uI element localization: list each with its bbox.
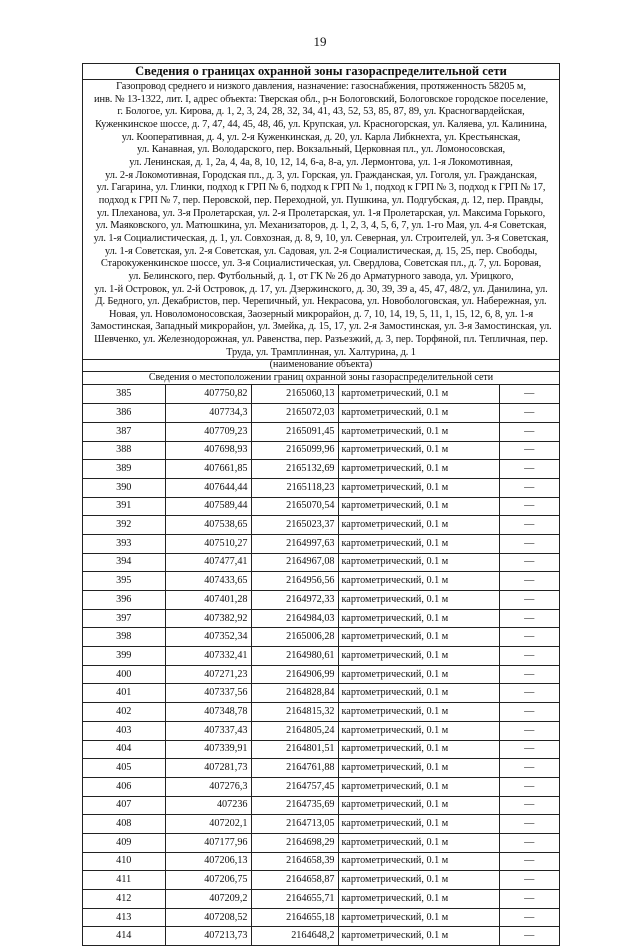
y-coordinate-cell: 2164761,88 (251, 759, 338, 778)
description-line: ул. Маяковского, ул. Матюшкина, ул. Механизаторов, д. 1, 2, 3, 4, 5, 6, 7, ул. 1-го Мая, ул. 4-я Советская, (95, 220, 547, 232)
method-cell: картометрический, 0.1 м (338, 572, 499, 591)
method-cell: картометрический, 0.1 м (338, 852, 499, 871)
dash-cell: — (499, 385, 559, 404)
point-number-cell: 390 (83, 478, 165, 497)
dash-cell: — (499, 441, 559, 460)
table-row (83, 647, 559, 666)
table-row (83, 815, 559, 834)
y-coordinate-cell: 2164967,08 (251, 553, 338, 572)
y-coordinate-cell: 2164980,61 (251, 647, 338, 666)
dash-cell: — (499, 721, 559, 740)
description-line: инв. № 13-1322, лит. I, адрес объекта: Тверская обл., р-н Бологовский, Бологовское городское поселение, (94, 93, 548, 105)
point-number-cell: 409 (83, 833, 165, 852)
table-row (83, 572, 559, 591)
table-row (83, 609, 559, 628)
y-coordinate-cell: 2164972,33 (251, 591, 338, 610)
description-line: ул. 2-я Локомотивная, Городская пл., д. 3, ул. Горская, ул. Гражданская, ул. Гоголя, ул. Гражданская, (105, 169, 537, 181)
method-cell: картометрический, 0.1 м (338, 609, 499, 628)
description-line: Новая, ул. Новоломоносовская, Заозерный микрорайон, д. 7, 10, 14, 19, 5, 11, 1, 15, 12, 6, 8, ул. 1-я (108, 308, 533, 320)
x-coordinate-cell: 407709,23 (165, 422, 251, 441)
point-number-cell: 405 (83, 759, 165, 778)
dash-cell: — (499, 628, 559, 647)
table-row (83, 927, 559, 945)
dash-cell: — (499, 572, 559, 591)
dash-cell: — (499, 553, 559, 572)
description-line: подход к ГРП № 7, пер. Перовской, пер. Переходной, ул. Пушкина, ул. Подгубская, д. 12, пер. Правды, (98, 194, 544, 206)
table-row (83, 553, 559, 572)
x-coordinate-cell: 407510,27 (165, 534, 251, 553)
description-line: г. Бологое, ул. Кирова, д. 1, 2, 3, 24, 28, 32, 34, 41, 43, 52, 53, 85, 87, 89, ул. Красногвардейская, (117, 106, 525, 118)
description-line: Д. Бедного, ул. Декабристов, пер. Черепичный, ул. Некрасова, ул. Новобологовская, ул. Набережная, ул. (95, 296, 547, 308)
method-cell: картометрический, 0.1 м (338, 759, 499, 778)
table-row (83, 665, 559, 684)
table-row (83, 628, 559, 647)
point-number-cell: 395 (83, 572, 165, 591)
y-coordinate-cell: 2164997,63 (251, 534, 338, 553)
y-coordinate-cell: 2165060,13 (251, 385, 338, 404)
method-cell: картометрический, 0.1 м (338, 460, 499, 479)
description-line: ул. 1-я Советская, ул. 2-я Советская, ул. Садовая, ул. 2-я Социалистическая, д. 15, 25, пер. Свободы, (104, 245, 538, 257)
point-number-cell: 385 (83, 385, 165, 404)
method-cell: картометрический, 0.1 м (338, 703, 499, 722)
dash-cell: — (499, 908, 559, 927)
dash-cell: — (499, 703, 559, 722)
point-number-cell: 406 (83, 777, 165, 796)
method-cell: картометрический, 0.1 м (338, 628, 499, 647)
table-row (83, 516, 559, 535)
x-coordinate-cell: 407589,44 (165, 497, 251, 516)
x-coordinate-cell: 407177,96 (165, 833, 251, 852)
method-cell: картометрический, 0.1 м (338, 684, 499, 703)
method-cell: картометрический, 0.1 м (338, 478, 499, 497)
table-row (83, 740, 559, 759)
y-coordinate-cell: 2164956,56 (251, 572, 338, 591)
point-number-cell: 387 (83, 422, 165, 441)
x-coordinate-cell: 407661,85 (165, 460, 251, 479)
description-line: Старокуженкинское шоссе, ул. 3-я Социалистическая, ул. Свердлова, Советская пл., д. 7, ул. Боровая, (100, 258, 542, 270)
point-number-cell: 397 (83, 609, 165, 628)
method-cell: картометрический, 0.1 м (338, 516, 499, 535)
point-number-cell: 389 (83, 460, 165, 479)
y-coordinate-cell: 2165132,69 (251, 460, 338, 479)
method-cell: картометрический, 0.1 м (338, 833, 499, 852)
y-coordinate-cell: 2165099,96 (251, 441, 338, 460)
table-row (83, 385, 559, 404)
y-coordinate-cell: 2164658,39 (251, 852, 338, 871)
method-cell: картометрический, 0.1 м (338, 404, 499, 423)
coordinates-table (83, 384, 559, 945)
point-number-cell: 412 (83, 890, 165, 909)
y-coordinate-cell: 2164698,29 (251, 833, 338, 852)
dash-cell: — (499, 534, 559, 553)
y-coordinate-cell: 2165006,28 (251, 628, 338, 647)
x-coordinate-cell: 407236 (165, 796, 251, 815)
x-coordinate-cell: 407208,52 (165, 908, 251, 927)
x-coordinate-cell: 407209,2 (165, 890, 251, 909)
description-line: ул. 1-я Социалистическая, д. 1, ул. Совхозная, д. 8, 9, 10, ул. Северная, ул. Строителей, ул. 3-я Советская, (93, 232, 549, 244)
dash-cell: — (499, 796, 559, 815)
x-coordinate-cell: 407271,23 (165, 665, 251, 684)
description-line: Труда, ул. Трамплинная, ул. Халтурина, д. 1 (226, 346, 416, 358)
x-coordinate-cell: 407337,56 (165, 684, 251, 703)
x-coordinate-cell: 407337,43 (165, 721, 251, 740)
table-row (83, 833, 559, 852)
dash-cell: — (499, 665, 559, 684)
table-row (83, 759, 559, 778)
x-coordinate-cell: 407332,41 (165, 647, 251, 666)
x-coordinate-cell: 407433,65 (165, 572, 251, 591)
dash-cell: — (499, 871, 559, 890)
y-coordinate-cell: 2164805,24 (251, 721, 338, 740)
y-coordinate-cell: 2164906,99 (251, 665, 338, 684)
document-table-frame (82, 63, 560, 946)
section-title: Сведения о границах охранной зоны газораспределительной сети (83, 64, 559, 80)
dash-cell: — (499, 833, 559, 852)
dash-cell: — (499, 927, 559, 945)
point-number-cell: 411 (83, 871, 165, 890)
dash-cell: — (499, 890, 559, 909)
dash-cell: — (499, 684, 559, 703)
point-number-cell: 410 (83, 852, 165, 871)
description-line: ул. Кооперативная, д. 4, ул. 2-я Куженкинская, д. 20, ул. Карла Либкнехта, ул. Крестьянская, (121, 131, 521, 143)
method-cell: картометрический, 0.1 м (338, 871, 499, 890)
method-cell: картометрический, 0.1 м (338, 441, 499, 460)
y-coordinate-cell: 2164757,45 (251, 777, 338, 796)
method-cell: картометрический, 0.1 м (338, 497, 499, 516)
point-number-cell: 408 (83, 815, 165, 834)
object-name-caption: (наименование объекта) (83, 359, 559, 371)
table-row (83, 534, 559, 553)
x-coordinate-cell: 407352,34 (165, 628, 251, 647)
method-cell: картометрический, 0.1 м (338, 647, 499, 666)
dash-cell: — (499, 740, 559, 759)
x-coordinate-cell: 407339,91 (165, 740, 251, 759)
table-row (83, 796, 559, 815)
dash-cell: — (499, 460, 559, 479)
point-number-cell: 391 (83, 497, 165, 516)
method-cell: картометрический, 0.1 м (338, 553, 499, 572)
table-row (83, 777, 559, 796)
table-row (83, 703, 559, 722)
method-cell: картометрический, 0.1 м (338, 385, 499, 404)
table-row (83, 478, 559, 497)
x-coordinate-cell: 407477,41 (165, 553, 251, 572)
dash-cell: — (499, 609, 559, 628)
x-coordinate-cell: 407276,3 (165, 777, 251, 796)
y-coordinate-cell: 2164655,18 (251, 908, 338, 927)
point-number-cell: 398 (83, 628, 165, 647)
boundary-subtitle: Сведения о местоположении границ охранной зоны газораспределительной сети (83, 371, 559, 384)
point-number-cell: 399 (83, 647, 165, 666)
description-line: Шевченко, ул. Железнодорожная, ул. Равенства, пер. Разъезжий, д. 3, пер. Торфяной, пл. Тепличная, пер. (94, 334, 548, 346)
page-number: 19 (313, 34, 327, 49)
description-line: ул. Плеханова, ул. 3-я Пролетарская, ул. 2-я Пролетарская, ул. 1-я Пролетарская, ул. Максима Горького, (96, 207, 546, 219)
dash-cell: — (499, 404, 559, 423)
object-description (83, 80, 559, 359)
method-cell: картометрический, 0.1 м (338, 908, 499, 927)
table-row (83, 908, 559, 927)
x-coordinate-cell: 407382,92 (165, 609, 251, 628)
method-cell: картометрический, 0.1 м (338, 665, 499, 684)
method-cell: картометрический, 0.1 м (338, 422, 499, 441)
dash-cell: — (499, 647, 559, 666)
dash-cell: — (499, 516, 559, 535)
description-line: Газопровод среднего и низкого давления, назначение: газоснабжения, протяженность 58205 м, (116, 81, 526, 92)
point-number-cell: 402 (83, 703, 165, 722)
x-coordinate-cell: 407734,3 (165, 404, 251, 423)
table-row (83, 852, 559, 871)
table-row (83, 890, 559, 909)
y-coordinate-cell: 2164815,32 (251, 703, 338, 722)
method-cell: картометрический, 0.1 м (338, 740, 499, 759)
table-row (83, 871, 559, 890)
y-coordinate-cell: 2164658,87 (251, 871, 338, 890)
table-row (83, 404, 559, 423)
method-cell: картометрический, 0.1 м (338, 815, 499, 834)
description-line: Замостинская, Западный микрорайон, ул. Змейка, д. 15, 17, ул. 2-я Замостинская, ул. 3-я Замостинская, ул. (90, 321, 552, 333)
y-coordinate-cell: 2164735,69 (251, 796, 338, 815)
x-coordinate-cell: 407698,93 (165, 441, 251, 460)
y-coordinate-cell: 2164655,71 (251, 890, 338, 909)
method-cell: картометрический, 0.1 м (338, 796, 499, 815)
y-coordinate-cell: 2165091,45 (251, 422, 338, 441)
point-number-cell: 388 (83, 441, 165, 460)
y-coordinate-cell: 2164828,84 (251, 684, 338, 703)
dash-cell: — (499, 591, 559, 610)
y-coordinate-cell: 2165023,37 (251, 516, 338, 535)
description-line: ул. Ленинская, д. 1, 2а, 4, 4а, 8, 10, 12, 14, 6-а, 8-а, ул. Лермонтова, ул. 1-я Локомотивная, (129, 156, 513, 168)
point-number-cell: 404 (83, 740, 165, 759)
y-coordinate-cell: 2165070,54 (251, 497, 338, 516)
x-coordinate-cell: 407213,73 (165, 927, 251, 945)
point-number-cell: 407 (83, 796, 165, 815)
point-number-cell: 386 (83, 404, 165, 423)
y-coordinate-cell: 2165118,23 (251, 478, 338, 497)
dash-cell: — (499, 815, 559, 834)
method-cell: картометрический, 0.1 м (338, 591, 499, 610)
description-line: ул. Гагарина, ул. Глинки, подход к ГРП № 6, подход к ГРП № 1, подход к ГРП № 3, подход к ГРП № 17, (96, 182, 546, 194)
table-row (83, 441, 559, 460)
x-coordinate-cell: 407348,78 (165, 703, 251, 722)
method-cell: картометрический, 0.1 м (338, 927, 499, 945)
method-cell: картометрический, 0.1 м (338, 721, 499, 740)
dash-cell: — (499, 497, 559, 516)
y-coordinate-cell: 2164984,03 (251, 609, 338, 628)
method-cell: картометрический, 0.1 м (338, 777, 499, 796)
table-row (83, 721, 559, 740)
point-number-cell: 394 (83, 553, 165, 572)
description-line: ул. Белинского, пер. Футбольный, д. 1, от ГК № 26 до Арматурного завода, ул. Урицкого, (128, 270, 514, 282)
method-cell: картометрический, 0.1 м (338, 534, 499, 553)
point-number-cell: 392 (83, 516, 165, 535)
x-coordinate-cell: 407750,82 (165, 385, 251, 404)
description-line: ул. Канавная, ул. Володарского, пер. Вокзальный, Церковная пл., ул. Ломоносовская, (136, 144, 506, 156)
description-line: ул. 1-й Островок, ул. 2-й Островок, д. 17, ул. Дзержинского, д. 30, 39, 39 а, 45, 47, 48/2, ул. Данилина, ул. (94, 283, 548, 295)
y-coordinate-cell: 2165072,03 (251, 404, 338, 423)
x-coordinate-cell: 407538,65 (165, 516, 251, 535)
point-number-cell: 413 (83, 908, 165, 927)
y-coordinate-cell: 2164713,05 (251, 815, 338, 834)
dash-cell: — (499, 759, 559, 778)
x-coordinate-cell: 407206,13 (165, 852, 251, 871)
point-number-cell: 403 (83, 721, 165, 740)
y-coordinate-cell: 2164648,2 (251, 927, 338, 945)
x-coordinate-cell: 407206,75 (165, 871, 251, 890)
x-coordinate-cell: 407644,44 (165, 478, 251, 497)
x-coordinate-cell: 407401,28 (165, 591, 251, 610)
table-row (83, 684, 559, 703)
table-row (83, 460, 559, 479)
dash-cell: — (499, 777, 559, 796)
table-row (83, 497, 559, 516)
method-cell: картометрический, 0.1 м (338, 890, 499, 909)
table-row (83, 422, 559, 441)
point-number-cell: 401 (83, 684, 165, 703)
x-coordinate-cell: 407202,1 (165, 815, 251, 834)
y-coordinate-cell: 2164801,51 (251, 740, 338, 759)
point-number-cell: 396 (83, 591, 165, 610)
dash-cell: — (499, 478, 559, 497)
description-line: Куженкинское шоссе, д. 7, 47, 44, 45, 48, 46, ул. Крупская, ул. Красногорская, ул. Каляева, ул. Калинина, (95, 118, 547, 130)
dash-cell: — (499, 422, 559, 441)
point-number-cell: 393 (83, 534, 165, 553)
point-number-cell: 414 (83, 927, 165, 945)
dash-cell: — (499, 852, 559, 871)
table-row (83, 591, 559, 610)
x-coordinate-cell: 407281,73 (165, 759, 251, 778)
point-number-cell: 400 (83, 665, 165, 684)
